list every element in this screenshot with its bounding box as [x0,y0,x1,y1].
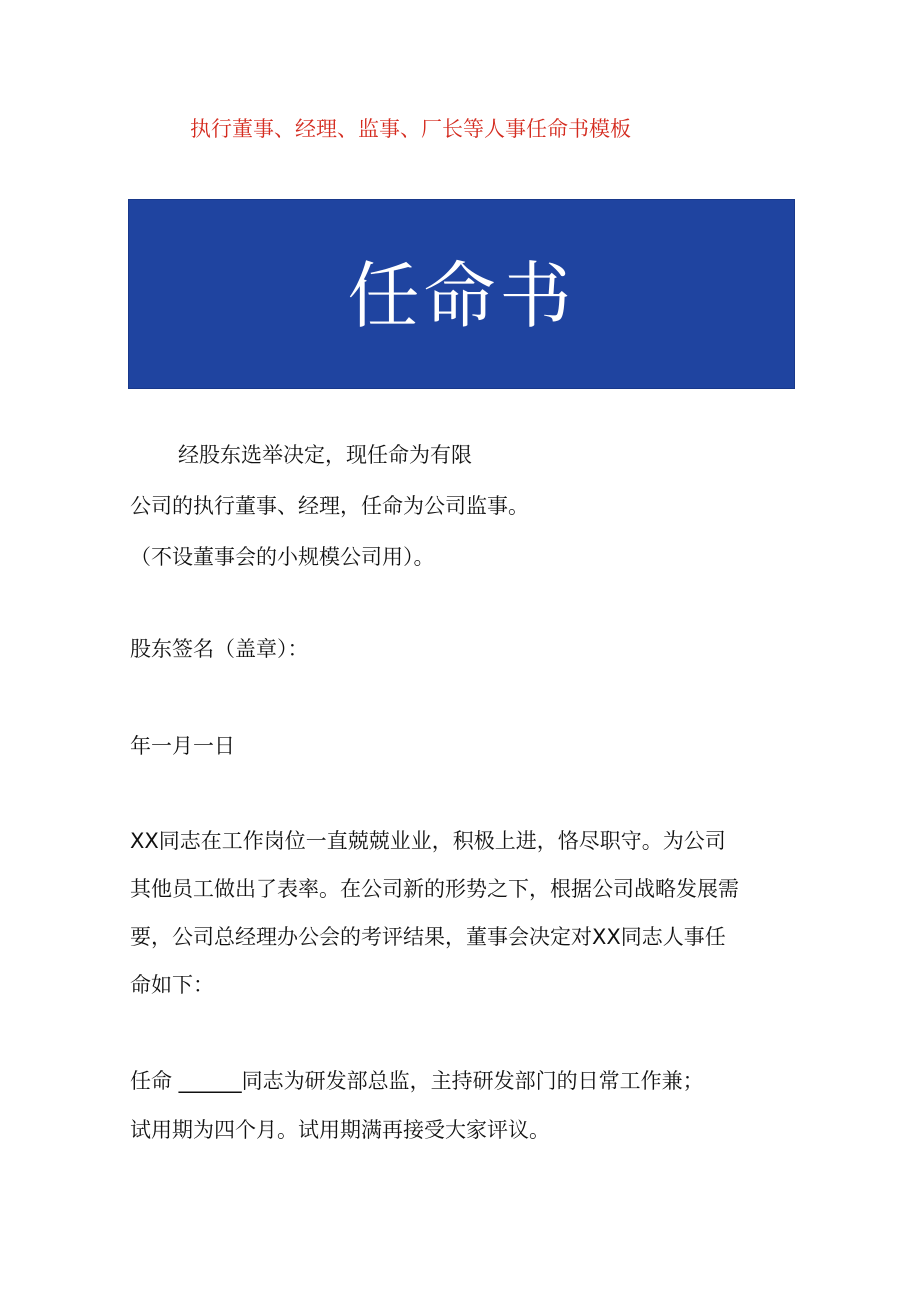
body-line-3: 要，公司总经理办公会的考评结果，董事会决定对XX同志人事任 [130,925,726,949]
document-title: 执行董事、经理、监事、厂长等人事任命书模板 [190,117,631,141]
decision-line-1: 经股东选举决定，现任命为有限 [178,443,472,467]
appointment-line-2: 试用期为四个月。试用期满再接受大家评议。 [130,1118,550,1142]
signature-label: 股东签名（盖章）： [130,637,309,661]
decision-line-2: 公司的执行董事、经理，任命为公司监事。 [130,494,529,518]
body-line-2: 其他员工做出了表率。在公司新的形势之下，根据公司战略发展需 [130,877,739,901]
banner-title: 任命书 [347,254,576,338]
date-line: 年一月一日 [130,734,235,758]
appointment-banner [128,199,795,389]
decision-line-3: （不设董事会的小规模公司用）。 [130,545,435,569]
body-line-1: XX同志在工作岗位一直兢兢业业，积极上进，恪尽职守。为公司 [130,829,726,853]
body-line-4: 命如下： [130,973,214,997]
appointment-line-1: 任命 ______同志为研发部总监，主持研发部门的日常工作兼； [130,1069,704,1093]
